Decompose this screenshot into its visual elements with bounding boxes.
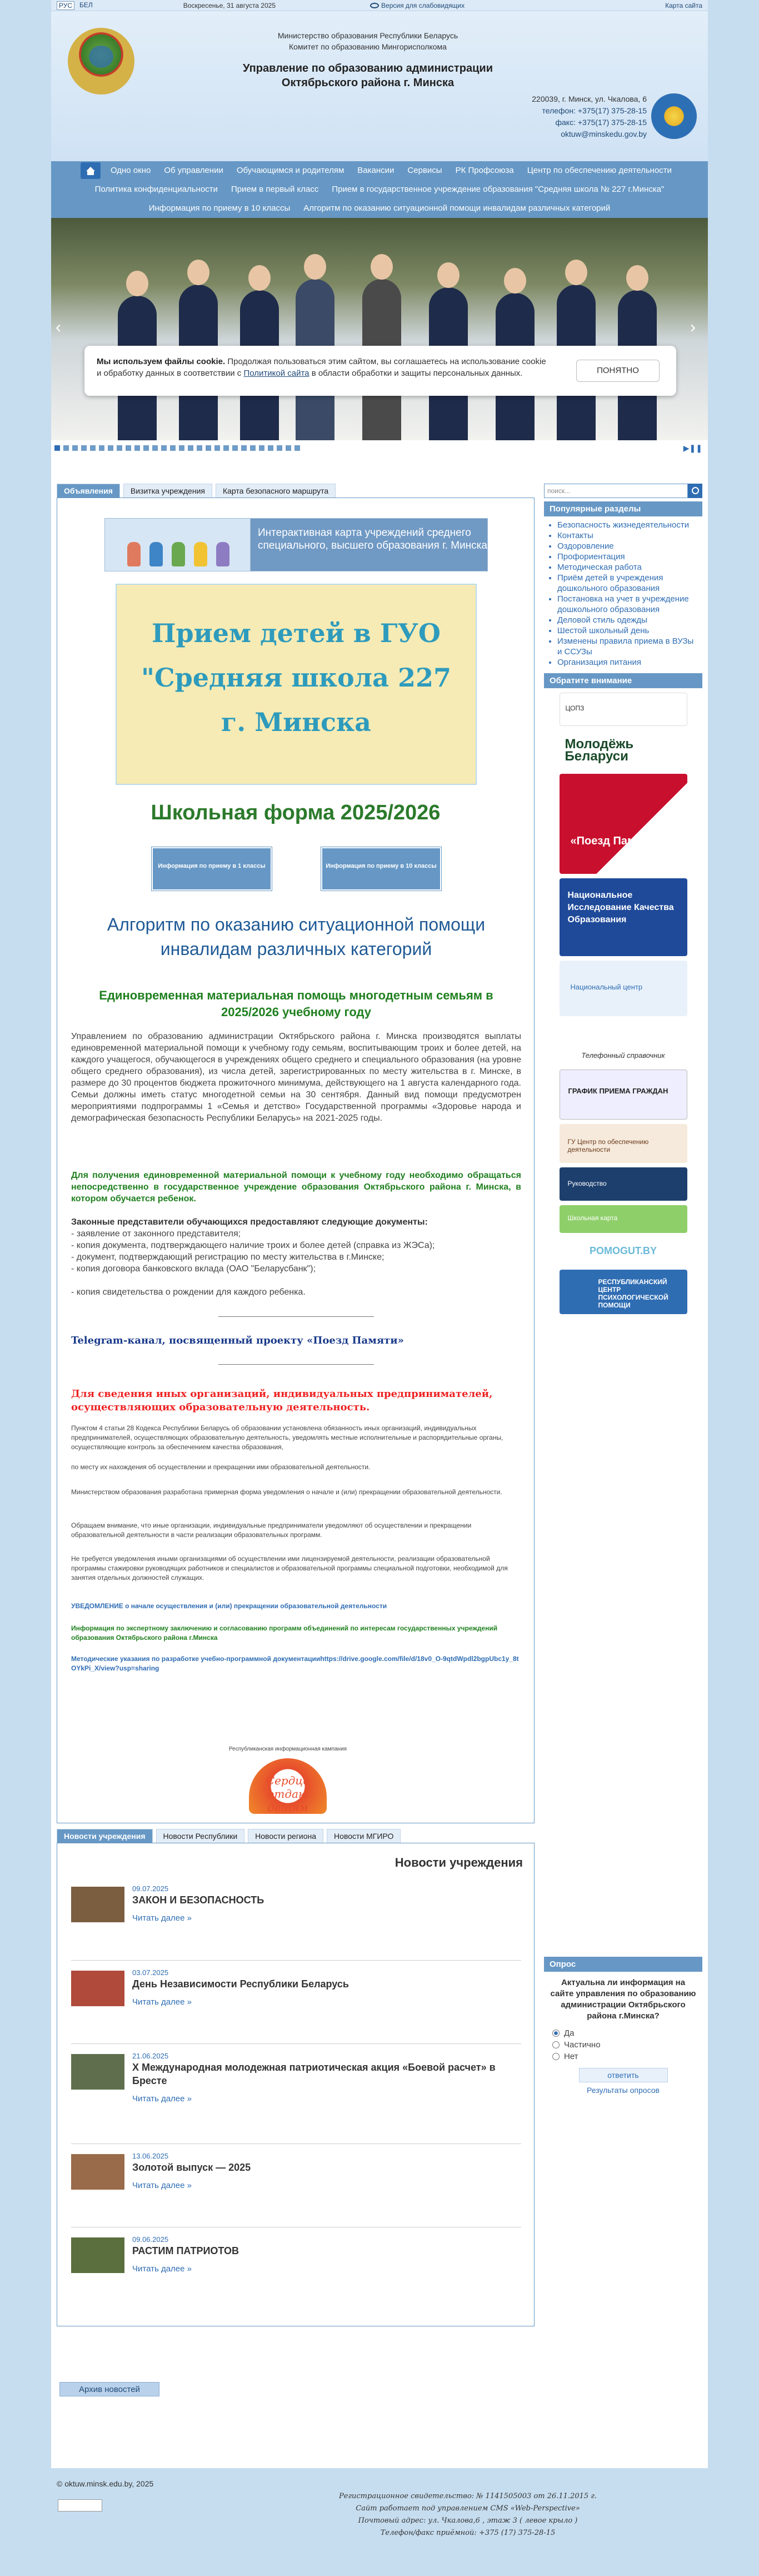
slider-dot[interactable] (117, 445, 122, 451)
read-more-link[interactable]: Читать далее » (132, 2094, 192, 2103)
survey-question: Актуальна ли информация на сайте управления по образованию администрации Октябрьского района г.Минска? (550, 1978, 696, 2021)
news-headline[interactable]: ЗАКОН И БЕЗОПАСНОСТЬ (132, 1894, 264, 1906)
survey-option-label: Да (564, 2028, 575, 2038)
registration: Регистрационное свидетельство: № 1141505003 от 26.11.2015 г. (339, 2492, 597, 2500)
banner-figure (194, 542, 207, 566)
news-headline[interactable]: X Международная молодежная патриотическая акция «Боевой расчет» в Бресте (132, 2062, 496, 2086)
news-headline[interactable]: РАСТИМ ПАТРИОТОВ (132, 2245, 239, 2256)
banner-figure (172, 542, 185, 566)
cookie-text-1: Продолжая пользоваться этим сайтом, вы соглашаетесь на использование cookie (227, 357, 546, 366)
popular-link[interactable]: • Постановка на учет в учреждение дошкольного образования (557, 594, 697, 615)
slider-dot[interactable] (197, 445, 202, 451)
news-item (71, 2043, 521, 2116)
news-date: 09.07.2025 (132, 1884, 169, 1893)
slider-dot[interactable] (286, 445, 291, 451)
vote-button[interactable]: ответить (579, 2068, 668, 2082)
popular-link[interactable]: • Безопасность жизнедеятельности (557, 520, 697, 530)
tab-profile[interactable]: Визитка учреждения (123, 484, 212, 498)
phone[interactable]: телефон: +375(17) 375-28-15 (542, 106, 647, 115)
slider-dot[interactable] (277, 445, 282, 451)
news-date: 21.06.2025 (132, 2052, 169, 2060)
slide-person-head (437, 262, 460, 288)
tab-republic-news[interactable]: Новости Республики (156, 1829, 245, 1843)
site-header (51, 11, 708, 161)
nav-row-1 (51, 161, 708, 180)
banner-quality-research[interactable]: Национальное Исследование Качества Образования (560, 878, 687, 956)
site-title-1: Управление по образованию администрации (242, 62, 493, 74)
radio-icon[interactable] (552, 2053, 560, 2060)
banner-memory-train[interactable]: «Поезд Памяти» (560, 774, 687, 874)
aid-heading: Единовременная материальная помощь многодетным семьям в 2025/2026 учебному году (99, 988, 493, 1019)
news-headline[interactable]: Золотой выпуск — 2025 (132, 2162, 251, 2173)
read-more-link[interactable]: Читать далее » (132, 1913, 192, 1923)
banner-phonebook[interactable]: Телефонный справочник (560, 1021, 687, 1065)
uniform-heading[interactable]: Школьная форма 2025/2026 (151, 801, 441, 824)
popular-items (550, 520, 697, 668)
news-item (71, 2144, 521, 2216)
banner-figure (216, 542, 229, 566)
photo-slider[interactable] (51, 218, 708, 440)
survey-option[interactable] (544, 2051, 702, 2062)
slider-dot[interactable] (108, 445, 113, 451)
popular-link[interactable]: • Организация питания (557, 657, 697, 668)
news-headline[interactable]: День Независимости Республики Беларусь (132, 1978, 349, 1990)
lang-by[interactable]: БЕЛ (79, 1, 93, 9)
nav-item[interactable]: Центр по обеспечению деятельности (527, 166, 672, 175)
slider-dot[interactable] (152, 445, 158, 451)
slider-dot[interactable] (206, 445, 211, 451)
read-more-link[interactable]: Читать далее » (132, 2264, 192, 2274)
slider-dot[interactable] (294, 445, 300, 451)
announcements-panel (57, 498, 535, 1823)
current-date: Воскресенье, 31 августа 2025 (183, 1, 276, 9)
banner-support-center[interactable]: ГУ Центр по обеспечению деятельности (560, 1124, 687, 1163)
tab-region-news[interactable]: Новости региона (248, 1829, 323, 1843)
news-thumbnail[interactable] (71, 2237, 124, 2273)
slider-dot[interactable] (188, 445, 193, 451)
counter-icon[interactable] (58, 2499, 102, 2512)
news-thumbnail[interactable] (71, 2054, 124, 2090)
heart-caption: Республиканская информационная кампания (228, 1746, 347, 1752)
notice-form-link[interactable]: УВЕДОМЛЕНИЕ о начале осуществления и (или) прекращении образовательной деятельности (71, 1602, 387, 1610)
slider-dot[interactable] (241, 445, 247, 451)
docs-line: - документ, подтверждающий регистрацию по месту жительства в г.Минске; (71, 1252, 385, 1262)
popular-link[interactable]: • Контакты (557, 530, 697, 541)
banner-national-center[interactable]: Национальный центр (560, 961, 687, 1016)
cookie-text-2: и обработку данных в соответствии с (97, 369, 242, 378)
slide-person-head (304, 254, 326, 280)
tenth-grade-info-button[interactable]: Информация по приему в 10 классы (321, 847, 441, 891)
survey-widget (544, 1957, 702, 2095)
fax: факс: +375(17) 375-28-15 (555, 118, 647, 127)
ministry-name: Министерство образования Республики Беларусь (277, 31, 458, 40)
school-banner-line-3: г. Минска (221, 707, 371, 737)
guidelines-link[interactable]: Методические указания по разработке учебно-программной документацииhttps://drive.google.com/file/d/18v0_O-9qtdWpdl2bgpUbc1y_8tOYkPi_X/view?usp=sharing (71, 1655, 519, 1672)
school-banner-line-2: "Средняя школа 227 (141, 663, 451, 693)
sitemap-link[interactable]: Карта сайта (665, 1, 702, 9)
footer (51, 2468, 708, 2576)
slider-dot[interactable] (143, 445, 149, 451)
nav-item[interactable]: Прием в государственное учреждение образования "Средняя школа № 227 г.Минска" (332, 185, 665, 194)
main-nav (51, 161, 708, 218)
news-thumbnail[interactable] (71, 1971, 124, 2006)
footer-info (339, 2490, 597, 2539)
slider-dot[interactable] (223, 445, 229, 451)
slide-person-head (504, 268, 526, 294)
school-banner-line-1: Прием детей в ГУО (152, 618, 441, 648)
cookie-accept-button[interactable]: ПОНЯТНО (576, 360, 660, 382)
slider-dot[interactable] (134, 445, 140, 451)
notice-p1: Пунктом 4 статьи 28 Кодекса Республики Беларусь об образовании установлена обязанность иных организаций, индивидуальных предпринимателей, осуществляющих образовательную деятельность, уведомлять местные исполнительные и распорядительные органы, осуществляющие контроль за обеспечением качества образования, (71, 1424, 503, 1451)
search-input[interactable]: поиск... (544, 484, 688, 498)
popular-heading: Популярные разделы (544, 501, 702, 516)
search-icon[interactable] (688, 484, 702, 498)
slide-person-head (187, 260, 209, 285)
survey-option-label: Частично (564, 2040, 601, 2050)
slider-dots (51, 440, 708, 456)
interactive-map-banner[interactable] (104, 518, 488, 571)
header-contacts (532, 93, 647, 140)
news-section (57, 1829, 535, 2326)
banner-school-map[interactable]: Школьная карта (560, 1205, 687, 1233)
slider-dot[interactable] (250, 445, 256, 451)
postal-address: Почтовый адрес: ул. Чкалова,6 , этаж 3 ( левое крыло ) (358, 2517, 578, 2525)
copyright: © oktuw.minsk.edu.by, 2025 (57, 2479, 154, 2488)
notice-p2: по месту их нахождения об осуществлении и прекращении ими образовательной деятельности. (71, 1463, 371, 1471)
nav-item[interactable]: Информация по приему в 10 классы (148, 203, 291, 213)
survey-heading: Опрос (544, 1957, 702, 1972)
popular-link[interactable]: • Методическая работа (557, 562, 697, 573)
slider-dot[interactable] (99, 445, 104, 451)
news-panel (57, 1843, 535, 2326)
survey-option[interactable] (544, 2039, 702, 2051)
tab-mgiro-news[interactable]: Новости МГИРО (327, 1829, 401, 1843)
news-date: 09.06.2025 (132, 2235, 169, 2244)
news-tabs (57, 1829, 535, 1843)
cookie-title: Мы используем файлы cookie. (97, 357, 226, 366)
cookie-banner (84, 346, 676, 396)
home-icon[interactable] (81, 162, 101, 179)
nav-row-3 (51, 199, 708, 218)
committee-name: Комитет по образованию Мингорисполкома (289, 42, 447, 51)
heart-slogan: Сердце отдаю детям (266, 1774, 310, 1814)
chevron-right-icon[interactable]: › (690, 318, 696, 336)
nav-item[interactable]: Политика конфиденциальности (94, 185, 218, 194)
popular-link[interactable]: • Профориентация (557, 551, 697, 562)
banner-reception-schedule[interactable]: ГРАФИК ПРИЕМА ГРАЖДАН (560, 1070, 687, 1120)
nav-item[interactable]: Об управлении (164, 166, 223, 175)
slider-dot[interactable] (72, 445, 78, 451)
banner-copz[interactable]: ЦОПЗ (560, 693, 687, 726)
department-logo-icon (651, 93, 697, 139)
email-link[interactable]: oktuw@minskedu.gov.by (561, 130, 647, 138)
read-more-link[interactable]: Читать далее » (132, 2181, 192, 2190)
nav-item[interactable]: Обучающимся и родителям (236, 166, 344, 175)
banner-figure (127, 542, 141, 566)
nav-item[interactable]: Прием в первый класс (231, 185, 319, 194)
cookie-policy-link[interactable]: Политикой сайта (243, 369, 309, 378)
popular-link[interactable]: • Деловой стиль одежды (557, 615, 697, 625)
survey-option-label: Нет (564, 2052, 578, 2061)
read-more-link[interactable]: Читать далее » (132, 1997, 192, 2007)
news-item (71, 2227, 521, 2299)
slider-dot[interactable] (90, 445, 96, 451)
page (51, 0, 708, 2576)
low-vision-link[interactable] (370, 2, 465, 9)
address: 220039, г. Минск, ул. Чкалова, 6 (532, 95, 647, 103)
docs-heading: Законные представители обучающихся предоставляют следующие документы: (71, 1217, 428, 1227)
news-date: 03.07.2025 (132, 1968, 169, 1977)
banner-figure (149, 542, 163, 566)
slide-person-head (126, 271, 148, 296)
heart-campaign-banner[interactable] (227, 1746, 349, 1829)
radio-icon[interactable] (552, 2041, 560, 2048)
nav-row-2 (51, 180, 708, 199)
telegram-link[interactable]: Telegram-канал, посвященный проекту «Поезд Памяти» (71, 1335, 404, 1346)
slide-person-head (371, 254, 393, 280)
docs-line: - заявление от законного представителя; (71, 1229, 241, 1239)
news-item (71, 1877, 521, 1949)
sidebar (544, 484, 702, 1319)
aid-text: Управлением по образованию администрации Октябрьского района г. Минска производятся выплаты единовременной материальной помощи к учебному году семьям, воспитывающим троих и более детей, на каждого учащегося, обучающегося в учреждениях общего среднего и специального образования (на уровне общего среднего образования), из числа детей, зарегистрированных по месту жительства в г. Минске, в размере до 30 процентов бюджета прожиточного минимума, действующего на 1 августа календарного года. Семьи должны иметь статус многодетной семьи на 30 сентября. Данный вид помощи предусмотрен мероприятиями подпрограммы 1 «Семья и детство» Государственной программы «Здоровье народа и демографическая безопасность Республики Беларусь» на 2021-2025 годы. (71, 1032, 521, 1123)
slider-dot[interactable] (81, 445, 87, 451)
attention-heading: Обратите внимание (544, 673, 702, 688)
slider-dot[interactable] (179, 445, 184, 451)
slider-dot[interactable] (170, 445, 176, 451)
interactive-map-text: Интерактивная карта учреждений среднего специального, высшего образования г. Минска (258, 527, 487, 551)
popular-link[interactable]: • Оздоровление (557, 541, 697, 551)
popular-link[interactable]: • Шестой школьный день (557, 625, 697, 636)
slide-person-head (565, 260, 587, 285)
aid-instructions: Для получения единовременной материальной помощи к учебному году необходимо обращаться непосредственно в государственное учреждение образования Октябрьского района г. Минска, в котором обучается ребенок. (71, 1171, 521, 1204)
notice-p5: Не требуется уведомления иными организациями об осуществлении ими лицензируемой деятельности, реализации образовательной программы стажировки руководящих работников и специалистов и образовательной программы специальной подготовки, необходимой для занятия отдельных должностей служащих. (71, 1555, 508, 1582)
docs-line: - копия свидетельства о рождении для каждого ребенка. (71, 1287, 306, 1297)
banner-pomogut[interactable]: POMOGUT.BY (560, 1237, 687, 1265)
slider-dot[interactable] (214, 445, 220, 451)
nav-item[interactable]: Алгоритм по оказанию ситуационной помощи инвалидам различных категорий (303, 203, 611, 213)
low-vision-label: Версия для слабовидящих (381, 1, 465, 9)
cms-info: Сайт работает под управлением CMS «Web-Perspective» (356, 2504, 580, 2513)
nav-item[interactable]: Вакансии (357, 166, 395, 175)
docs-line: - копия договора банковского вклада (ОАО "Беларусбанк"); (71, 1264, 316, 1274)
main-content (57, 484, 535, 1823)
expertise-link[interactable]: Информация по экспертному заключению и согласованию программ объединений по интересам государственных учреждений образования Октябрьского района г.Минска (71, 1624, 498, 1642)
notice-heading: Для сведения иных организаций, индивидуальных предпринимателей, осуществляющих образовательную деятельность. (71, 1388, 493, 1413)
chevron-left-icon[interactable]: ‹ (56, 318, 61, 336)
news-title: Новости учреждения (395, 1856, 523, 1869)
banner-youth[interactable]: Молодёжь Беларуси (560, 730, 687, 769)
school-admission-banner[interactable] (116, 584, 477, 785)
survey-option[interactable] (544, 2027, 702, 2039)
language-switcher (57, 1, 94, 10)
tab-safe-route[interactable]: Карта безопасного маршрута (216, 484, 336, 498)
slide-person-head (626, 265, 648, 291)
divider (218, 1316, 374, 1317)
slider-dot[interactable] (232, 445, 238, 451)
news-date: 13.06.2025 (132, 2152, 169, 2160)
announcement-tabs (57, 484, 535, 498)
popular-link[interactable]: • Изменены правила приема в ВУЗы и ССУЗы (557, 636, 697, 657)
popular-list (544, 516, 702, 673)
banner-psych-help[interactable]: РЕСПУБЛИКАНСКИЙ ЦЕНТР ПСИХОЛОГИЧЕСКОЙ ПОМОЩИ (560, 1270, 687, 1314)
slider-dot[interactable] (268, 445, 273, 451)
lang-ru[interactable]: РУС (57, 1, 74, 10)
nav-item[interactable]: РК Профсоюза (455, 166, 514, 175)
site-title-2: Октябрьского района г. Минска (281, 77, 455, 89)
survey-results-link[interactable]: Результаты опросов (587, 2086, 660, 2095)
slide-person-head (248, 265, 271, 291)
notice-p4: Обращаем внимание, что иные организации, индивидуальные предприниматели уведомляют об осуществлении и прекращении образовательной деятельности в части реализации образовательных программ. (71, 1521, 472, 1539)
first-grade-info-button[interactable]: Информация по приему в 1 классы (152, 847, 272, 891)
divider (218, 1364, 374, 1365)
cookie-text-3: в области обработки и защиты персональных данных. (311, 369, 523, 378)
docs-line: - копия документа, подтверждающего наличие троих и более детей (справка из ЖЭСа); (71, 1241, 435, 1250)
tab-announcements[interactable]: Объявления (57, 484, 120, 498)
reception-phone: Телефон/факс приёмной: +375 (17) 375-28-15 (380, 2529, 556, 2537)
radio-checked-icon[interactable] (552, 2030, 560, 2037)
banner-leadership[interactable]: Руководство (560, 1167, 687, 1201)
algorithm-link[interactable]: Алгоритм по оказанию ситуационной помощи инвалидам различных категорий (107, 914, 486, 959)
news-thumbnail[interactable] (71, 2154, 124, 2190)
notice-p3: Министерством образования разработана примерная форма уведомления о начале и (или) прекращении образовательной деятельности. (71, 1488, 502, 1496)
popular-link[interactable]: • Приём детей в учреждения дошкольного образования (557, 573, 697, 594)
news-item (71, 1960, 521, 2032)
slider-dot[interactable] (126, 445, 131, 451)
slider-dot[interactable] (63, 445, 69, 451)
top-bar (51, 0, 708, 11)
news-thumbnail[interactable] (71, 1887, 124, 1922)
search-form (544, 484, 702, 498)
nav-item[interactable]: Одно окно (110, 166, 151, 175)
slider-dot[interactable] (54, 445, 60, 451)
news-archive-button[interactable]: Архив новостей (59, 2382, 159, 2396)
slider-dot[interactable] (161, 445, 167, 451)
eye-icon (370, 3, 379, 8)
tab-school-news[interactable]: Новости учреждения (57, 1829, 153, 1843)
nav-item[interactable]: Сервисы (407, 166, 442, 175)
slider-dot[interactable] (259, 445, 264, 451)
play-pause-icon[interactable]: ▶❚❚ (683, 443, 702, 452)
